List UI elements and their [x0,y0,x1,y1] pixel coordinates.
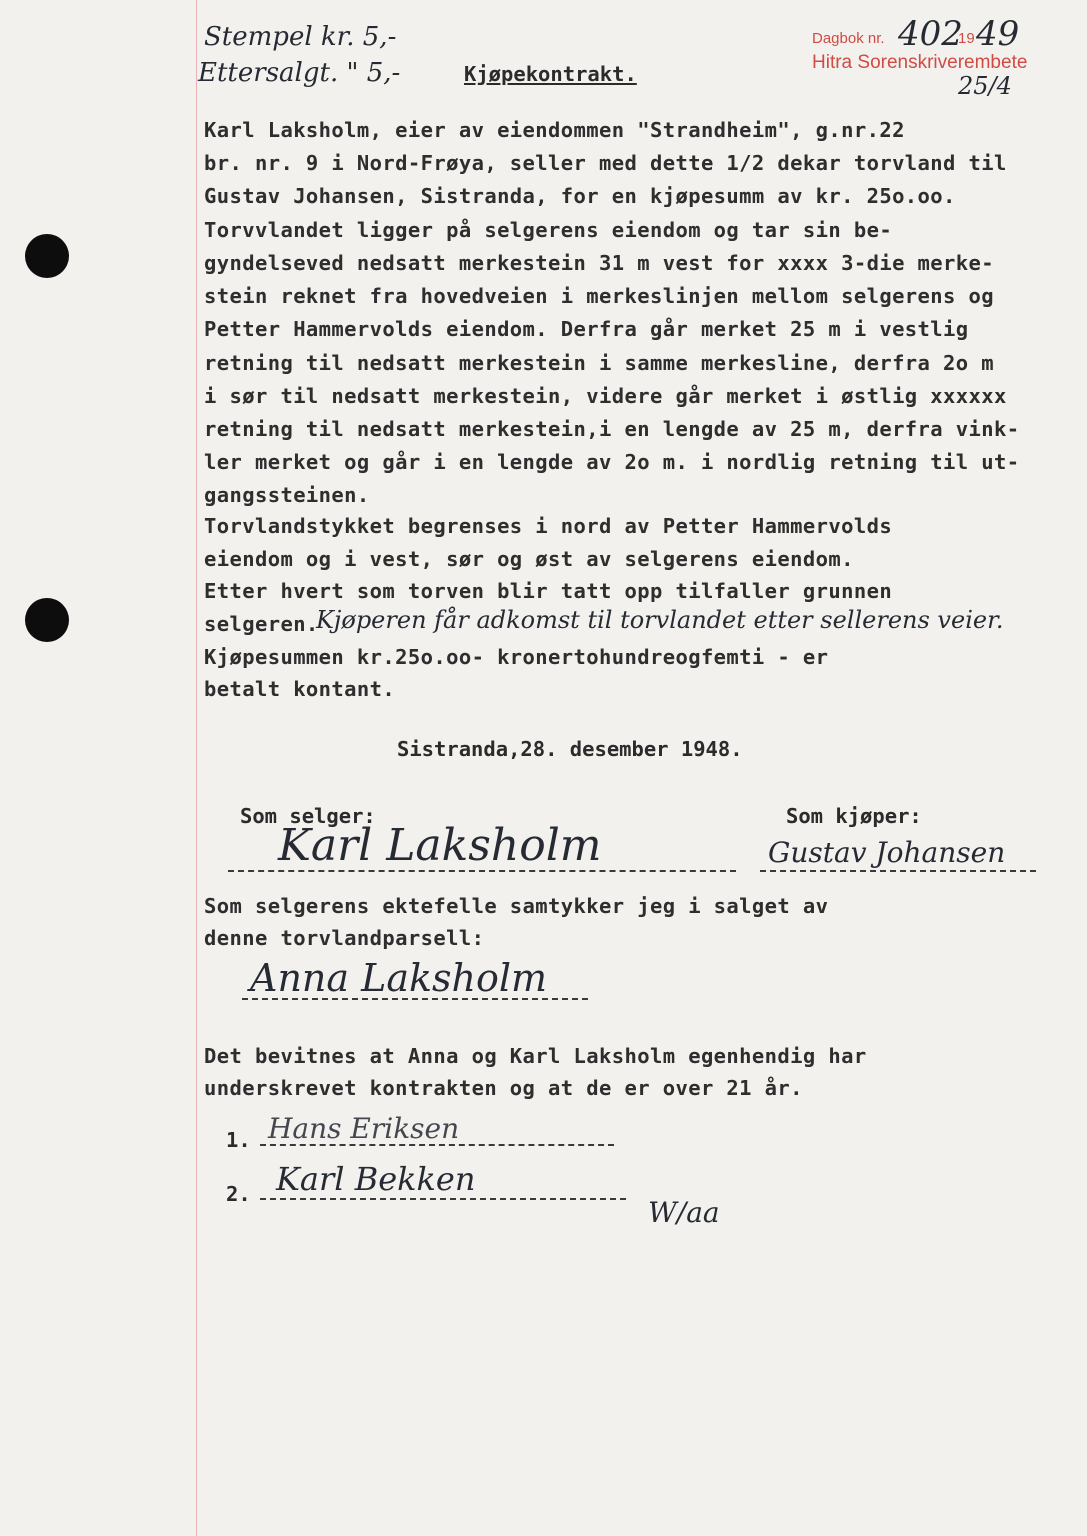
body-line: Torvlandstykket begrenses i nord av Petter Hammervolds [204,514,893,538]
body-line: retning til nedsatt merkestein,i en lengde av 25 m, derfra vink- [204,417,1020,441]
contract-title: Kjøpekontrakt. [464,62,637,86]
body-line: Torvvlandet ligger på selgerens eiendom og tar sin be- [204,218,893,242]
witness-signature-line [260,1198,626,1200]
witness-number: 2. [226,1182,251,1206]
body-line: eiendom og i vest, sør og øst av selgerens eiendom. [204,547,854,571]
body-line: Etter hvert som torven blir tatt opp tilfaller grunnen [204,579,893,603]
witness-statement-line: underskrevet kontrakten og at de er over 21 år. [204,1076,803,1100]
body-line: Petter Hammervolds eiendom. Derfra går merket 25 m i vestlig [204,317,969,341]
spouse-consent-line: denne torvlandparsell: [204,926,485,950]
body-line: Karl Laksholm, eier av eiendommen "Strandheim", g.nr.22 [204,118,905,142]
witness-initials: W/aa [648,1196,720,1229]
buyer-signature: Gustav Johansen [768,836,1006,869]
handwritten-stamp-duty: Stempel kr. 5,- [204,22,397,52]
witness-signature: Hans Eriksen [268,1112,460,1145]
body-line: retning til nedsatt merkestein i samme merkesline, derfra 2o m [204,351,995,375]
punch-hole-top [25,234,69,278]
witness-number: 1. [226,1128,251,1152]
margin-rule [196,0,197,1536]
stamp-journal-number: 402 [898,14,963,54]
body-line: gangssteinen. [204,483,370,507]
witness-signature: Karl Bekken [276,1160,476,1198]
handwritten-extra-fee: Ettersalgt. " 5,- [198,58,401,88]
stamp-year-printed: 19 [958,30,975,47]
seller-signature: Karl Laksholm [278,820,602,871]
stamp-dagbok-label: Dagbok nr. [812,30,885,47]
spouse-consent-line: Som selgerens ektefelle samtykker jeg i salget av [204,894,829,918]
handwritten-access-clause: Kjøperen får adkomst til torvlandet etter sellerens veier. [316,606,1004,634]
buyer-label: Som kjøper: [786,804,922,828]
spouse-signature: Anna Laksholm [250,956,548,1000]
stamp-office-name: Hitra Sorenskriverembete [812,52,1028,73]
body-line: i sør til nedsatt merkestein, videre går merket i østlig xxxxxx [204,384,1007,408]
payment-line: Kjøpesummen kr.25o.oo- kronertohundreogfemti - er [204,645,829,669]
body-line: selgeren. [204,612,319,636]
place-date: Sistranda,28. desember 1948. [397,737,743,761]
witness-statement-line: Det bevitnes at Anna og Karl Laksholm egenhendig har [204,1044,867,1068]
payment-line: betalt kontant. [204,677,396,701]
seller-label: Som selger: [240,804,376,828]
body-line: stein reknet fra hovedveien i merkeslinjen mellom selgerens og [204,284,995,308]
body-line: ler merket og går i en lengde av 2o m. i nordlig retning til ut- [204,450,1020,474]
body-line: gyndelseved nedsatt merkestein 31 m vest for xxxx 3-die merke- [204,251,995,275]
buyer-signature-line [760,870,1036,872]
stamp-date-handwritten: 25/4 [958,72,1012,100]
stamp-year-handwritten: 49 [976,14,1020,54]
punch-hole-bottom [25,598,69,642]
body-line: Gustav Johansen, Sistranda, for en kjøpesumm av kr. 25o.oo. [204,184,956,208]
body-line: br. nr. 9 i Nord-Frøya, seller med dette 1/2 dekar torvland til [204,151,1007,175]
